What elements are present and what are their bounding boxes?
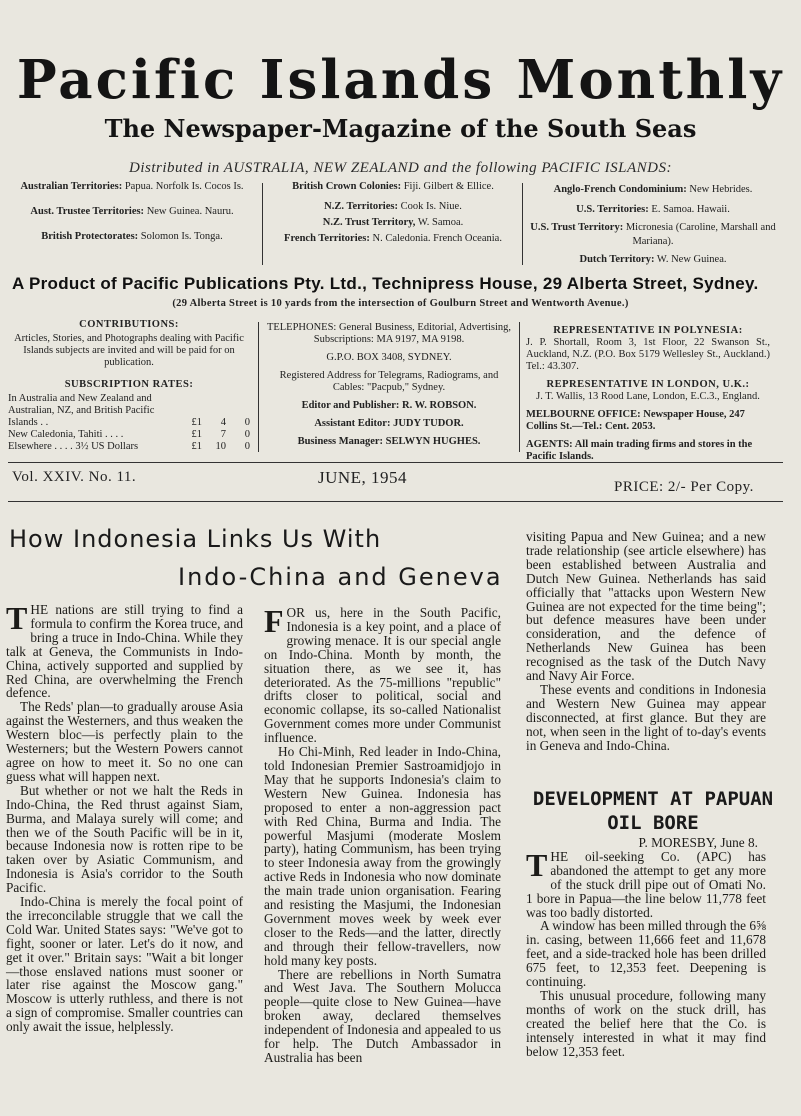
territory-entry: Anglo-French Condominium: New Hebrides. [553, 184, 753, 195]
issue-price: PRICE: 2/- Per Copy. [614, 479, 754, 495]
territory-entry: Aust. Trustee Territories: New Guinea. Nauru. [30, 206, 234, 217]
subscription-heading: SUBSCRIPTION RATES: [64, 379, 194, 390]
article-paragraph: Ho Chi-Minh, Red leader in Indo-China, told Indonesian Premier Sastroamidjojo in May that he supports Indonesia's claim to Western New Guinea. Indonesia has proposed to enter a non-aggression pact with Red China, Burma and India. The powerful Masjumi (moderate Moslem party), hating Communism, has been trying to steer Indonesia away from the growingly active Reds in Indonesia who now dominate the main trade union organisation. Fearing and resisting the Masjumi, the Indonesian Government moves week by week ever closer to the Reds—and the latter, directly and through their fellow-travellers, now hold many key posts. [264, 744, 501, 968]
drop-cap: F [264, 603, 284, 639]
masthead-subtitle: The Newspaper-Magazine of the South Seas [104, 114, 697, 143]
territories-col-1 [8, 180, 256, 255]
territory-entry: N.Z. Territories: Cook Is. Niue. [324, 201, 462, 212]
article-paragraph: FOR us, here in the South Pacific, Indonesia is a key point, and a place of growing menace. It is our special angle on Indo-China. Month by month, the situation there, as we see it, has deteriorated. As the 75-millions "republic" drifts closer to political, social and economic collapse, its so-called Nationalist Government comes more under Communist influence. [264, 603, 501, 746]
territory-entry: British Protectorates: Solomon Is. Tonga. [41, 231, 223, 242]
subscription-rates-table [8, 393, 250, 453]
brief-body [526, 836, 766, 1059]
article-paragraph: THE nations are still trying to find a formula to confirm the Korea truce, and bring a truce in Indo-China. While they talk at Geneva, the Communists in Indo-China, actively supported and supplied by Red China, are overwhelming the French defence. [6, 600, 243, 701]
article-column-3 [526, 530, 766, 753]
rate-row: New Caledonia, Tahiti . . . . £1 7 0 [8, 429, 250, 440]
masthead-title: Pacific Islands Monthly [16, 49, 785, 111]
issue-date: JUNE, 1954 [318, 468, 408, 487]
agents: AGENTS: All main trading firms and stores in the Pacific Islands. [526, 439, 753, 462]
article-paragraph: These events and conditions in Indonesia and Western New Guinea may appear disconnected, at first glance. But they are not, when seen in the light of to-day's events in Geneva and Indo-China. [526, 681, 766, 753]
business-manager: Business Manager: SELWYN HUGHES. [297, 436, 481, 447]
rep-polynesia-heading: REPRESENTATIVE IN POLYNESIA: [553, 325, 743, 336]
column-divider [519, 322, 520, 452]
territories-col-2 [268, 180, 518, 257]
territory-entry: U.S. Trust Territory: Micronesia (Caroline, Marshall and Mariana). [530, 222, 776, 247]
registered-address: Registered Address for Telegrams, Radiograms, and Cables: "Pacpub," Sydney. [279, 370, 499, 393]
rate-row: Elsewhere . . . . 3½ US Dollars £1 10 0 [8, 441, 250, 452]
territory-entry: U.S. Territories: E. Samoa. Hawaii. [576, 204, 730, 215]
contributions-heading: CONTRIBUTIONS: [79, 319, 179, 330]
territories-col-3 [528, 183, 778, 278]
distribution-line: Distributed in AUSTRALIA, NEW ZEALAND and the following PACIFIC ISLANDS: [129, 160, 672, 176]
article-paragraph: This unusual procedure, following many months of work on the stuck drill, has created the belief here that the Co. is intensely interested in what it may find below 12,353 feet. [526, 987, 766, 1059]
rule [8, 462, 783, 463]
issue-volume: Vol. XXIV. No. 11. [12, 469, 137, 485]
info-col-3 [526, 325, 770, 469]
column-divider [522, 183, 523, 265]
gpo-box: G.P.O. BOX 3408, SYDNEY. [326, 352, 452, 363]
territory-entry: N.Z. Trust Territory, W. Samoa. [322, 217, 464, 228]
rep-london-heading: REPRESENTATIVE IN LONDON, U.K.: [546, 379, 750, 390]
info-col-2 [265, 322, 513, 454]
column-divider [262, 183, 263, 265]
article-paragraph: A window has been milled through the 6⅝ in. casing, between 11,666 feet and 11,678 feet, and a side-tracked hole has been drilled 675 feet, to 12,353 feet. Deepening is continuing. [526, 918, 767, 990]
column-divider [258, 322, 259, 452]
telephones: TELEPHONES: General Business, Editorial, Advertising, Subscriptions: MA 9197, MA 9198. [266, 322, 512, 345]
article-paragraph: There are rebellions in North Sumatra and West Java. The Southern Molucca people—quite close to New Guinea—have broken away, declared themselves independent of Indonesia and appealed to us for help. The Dutch Ambassador in Australia has been [264, 966, 501, 1065]
rule [8, 501, 783, 502]
drop-cap: T [6, 600, 28, 636]
article-paragraph: THE oil-seeking Co. (APC) has abandoned the attempt to get any more of the stuck drill pipe out of Omati No. 1 bore in Papua—the line below 11,778 feet was too badly distorted. [526, 846, 766, 920]
article-paragraph: The Reds' plan—to gradually arouse Asia against the Westerners, and thus weaken the Western bloc—is perfectly plain to the Westerners; but the Western Powers cannot agree on how to meet it. So no one can guess what will happen next. [6, 699, 243, 784]
rep-polynesia-text: J. P. Shortall, Room 3, 1st Floor, 22 Swanson St., Auckland, N.Z. (P.O. Box 5179 Wellesley St., Auckland.) Tel.: 43.307. [526, 337, 770, 372]
article-column-1 [6, 600, 243, 1035]
brief-title: DEVELOPMENT AT PAPUAN OIL BORE [532, 788, 774, 834]
article-title-line-2: Indo-China and Geneva [178, 563, 503, 591]
address-note: (29 Alberta Street is 10 yards from the intersection of Goulburn Street and Wentworth Avenue.) [172, 298, 629, 309]
contributions-text: Articles, Stories, and Photographs dealing with Pacific Islands subjects are invited and will be paid for on publication. [14, 333, 244, 368]
territory-entry: British Crown Colonies: Fiji. Gilbert & Ellice. [292, 181, 494, 192]
article-paragraph: visiting Papua and New Guinea; and a new trade relationship (see article elsewhere) has been established between Australia and Dutch New Guinea. Netherlands has said officially that "attacks upon Western New Guinea are not expected for the time being"; but defence measures have been under consideration, and the defence of Netherlands New Guinea has been recognised as the task of the Dutch Navy and Navy Air Force. [526, 529, 766, 684]
territory-entry: French Territories: N. Caledonia. French Oceania. [284, 233, 502, 244]
melbourne-office: MELBOURNE OFFICE: Newspaper House, 247 Collins St.—Tel.: Cent. 2053. [526, 409, 745, 432]
article-paragraph: But whether or not we halt the Reds in Indo-China, the Red thrust against Siam, Burma, and Malaya surely will come; and then we of the South Pacific will be in it, because Indonesia now is rotten ripe to be taken over by Asiatic Communism, and Indonesia is Asia's corridor to the South Pacific. [6, 782, 243, 896]
rep-london-text: J. T. Wallis, 13 Rood Lane, London, E.C.3., England. [536, 391, 760, 402]
publisher-line: A Product of Pacific Publications Pty. Ltd., Technipress House, 29 Alberta Street, Sydney. [12, 274, 759, 293]
info-col-1 [8, 319, 250, 453]
territory-entry: Dutch Territory: W. New Guinea. [579, 254, 727, 265]
rate-row: In Australia and New Zealand and Australian, NZ, and British Pacific Islands . . £1 4 0 [8, 393, 250, 428]
brief-dateline: P. MORESBY, June 8. [638, 835, 758, 850]
article-title-line-1: How Indonesia Links Us With [9, 525, 382, 553]
territory-entry: Australian Territories: Papua. Norfolk Is. Cocos Is. [20, 181, 244, 192]
drop-cap: T [526, 846, 548, 883]
article-column-2 [264, 603, 501, 1065]
editor: Editor and Publisher: R. W. ROBSON. [301, 400, 477, 411]
article-paragraph: Indo-China is merely the focal point of the irreconcilable struggle that we call the Cold War. United States says: "We've got to fight, sooner or later. Let's do it now, and get it over." Britain says: "Wait a bit longer—those enslaved nations must sooner or later rise against the Moscow gang." Moscow is utterly ruthless, and there is not a sign of compromise. Smaller countries can only await the issue, helplessly. [6, 894, 243, 1035]
assistant-editor: Assistant Editor: JUDY TUDOR. [314, 418, 464, 429]
